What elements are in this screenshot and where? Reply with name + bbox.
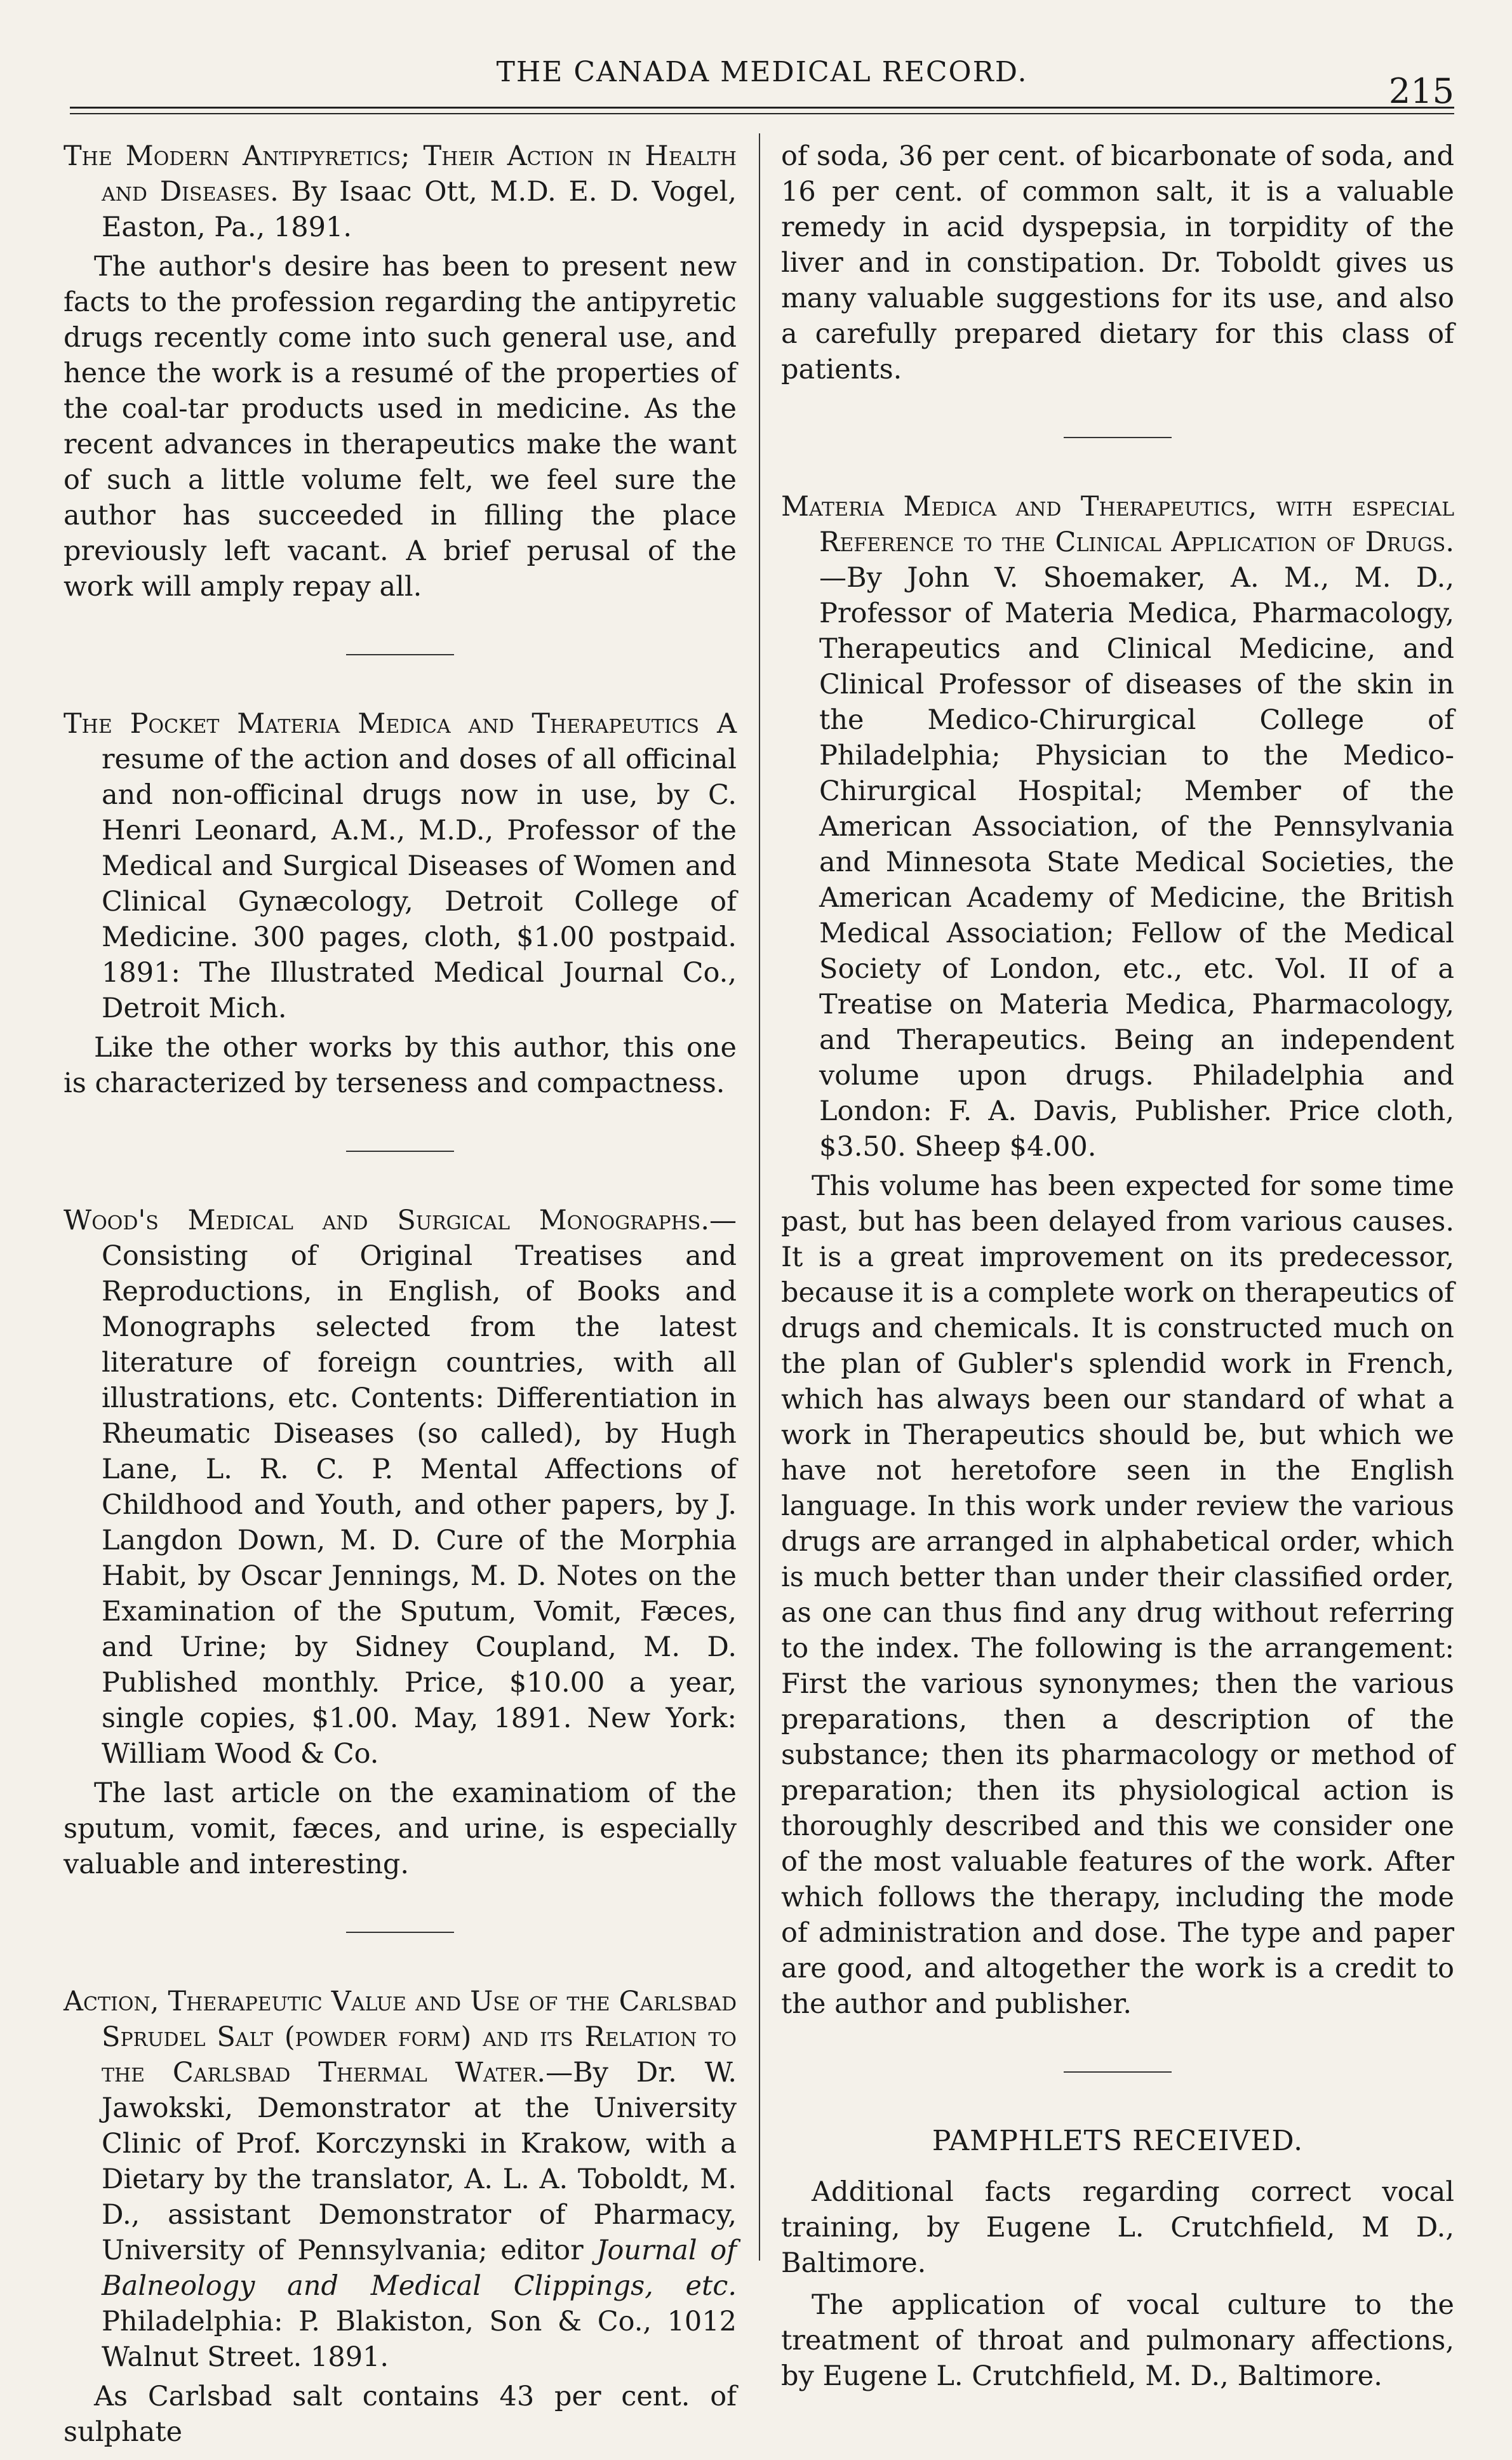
review-entry-carlsbad-salt	[64, 1984, 737, 2450]
review-body: The last article on the examinatiom of the sputum, vomit, fæces, and urine, is especially valuable and interesting.	[64, 1777, 737, 1880]
review-title: The Pocket Materia Medica and Therapeutics	[64, 708, 700, 740]
running-title: THE CANADA MEDICAL RECORD.	[496, 56, 1028, 88]
review-citation	[64, 706, 737, 1026]
review-citation	[64, 1984, 737, 2375]
review-body: Like the other works by this author, this one is characterized by terseness and compactness.	[64, 1032, 737, 1099]
review-title: Materia Medica and Therapeutics, with especial Reference to the Clinical Application of Drugs.	[781, 491, 1454, 558]
review-entry-pocket-materia-medica	[64, 706, 737, 1101]
review-citation	[64, 138, 737, 245]
pamphlets-heading: PAMPHLETS RECEIVED.	[932, 2125, 1304, 2157]
section-separator	[1064, 437, 1172, 438]
review-citation-details: —Consisting of Original Treatises and Reproductions, in English, of Books and Monographs selected from the latest literature of foreign countries, with all illustrations, etc. Contents: Differentiation in Rheumatic Diseases (so called), by Hugh Lane, L. R. C. P. Mental Affections of Childhood and Youth, and other papers, by J. Langdon Down, M. D. Cure of the Morphia Habit, by Oscar Jennings, M. D. Notes on the Examination of the Sputum, Vomit, Fæces, and Urine; by Sidney Coupland, M. D. Published monthly. Price, $10.00 a year, single copies, $1.00. May, 1891. New York: William Wood & Co.	[102, 1205, 737, 1770]
right-column	[781, 138, 1454, 2400]
page-header	[70, 25, 1454, 111]
section-separator	[1064, 2071, 1172, 2073]
review-entry-antipyretics	[64, 138, 737, 605]
section-separator	[346, 1151, 454, 1152]
review-citation-publisher: Philadelphia: P. Blakiston, Son & Co., 1012 Walnut Street. 1891.	[102, 2306, 737, 2373]
review-body: This volume has been expected for some time past, but has been delayed from various causes. It is a great improvement on its predecessor, because it is a complete work on therapeutics of drugs and chemicals. It is constructed much on the plan of Gubler's splendid work in French, which has always been our standard of what a work in Therapeutics should be, but which we have not heretofore seen in the English language. In this work under review the various drugs are arranged in alphabetical order, which is much better than under their classified order, as one can thus find any drug without referring to the index. The following is the arrangement: First the various synonymes; then the various preparations, then a description of the substance; then its pharmacology or method of preparation; then its physiological action is thoroughly described and this we consider one of the most valuable features of the work. After which follows the therapy, including the mode of administration and dose. The type and paper are good, and altogether the work is a credit to the author and publisher.	[781, 1170, 1454, 2020]
pamphlet-item: The application of vocal culture to the treatment of throat and pulmonary affections, by Eugene L. Crutchfield, M. D., Baltimore.	[781, 2289, 1454, 2392]
review-body-continuation: of soda, 36 per cent. of bicarbonate of soda, and 16 per cent. of common salt, it is a valuable remedy in acid dyspepsia, in torpidity of the liver and in constipation. Dr. Toboldt gives us many valuable suggestions for its use, and also a carefully prepared dietary for this class of patients.	[781, 140, 1454, 385]
review-title: Action, Therapeutic Value and Use of the Carlsbad Sprudel Salt (powder form) and its Relation to the Carlsbad Thermal Water.	[64, 1986, 737, 2089]
review-citation-details: —By Dr. W. Jawokski, Demonstrator at the University Clinic of Prof. Korczynski in Krakow, with a Dietary by the translator, A. L. A. Toboldt, M. D., assistant Demonstrator of Pharmacy, University of Pennsylvania; editor	[102, 2057, 737, 2266]
page-number: 215	[1388, 71, 1454, 111]
section-separator	[346, 1932, 454, 1933]
column-divider	[759, 133, 760, 2261]
section-separator	[346, 654, 454, 655]
left-column	[64, 138, 737, 2460]
review-entry-shoemaker-materia-medica	[781, 489, 1454, 2022]
review-citation	[781, 489, 1454, 1165]
review-body: The author's desire has been to present new facts to the profession regarding the antipyretic drugs recently come into such general use, and hence the work is a resumé of the properties of the coal-tar products used in medicine. As the recent advances in therapeutics make the want of such a little volume felt, we feel sure the author has succeeded in filling the place previously left vacant. A brief perusal of the work will amply repay all.	[64, 251, 737, 603]
review-citation-details: By Isaac Ott, M.D. E. D. Vogel, Easton, Pa., 1891.	[102, 176, 737, 243]
pamphlet-item: Additional facts regarding correct vocal training, by Eugene L. Crutchfield, M D., Baltimore.	[781, 2176, 1454, 2279]
review-citation-journal: Journal of Balneology and Medical Clippings, etc.	[102, 2235, 737, 2302]
review-citation	[64, 1203, 737, 1772]
review-title: The Modern Antipyretics; Their Action in Health and Diseases.	[64, 140, 737, 208]
review-entry-woods-monographs	[64, 1203, 737, 1882]
header-rule-secondary	[70, 113, 1454, 114]
review-title: Wood's Medical and Surgical Monographs.	[64, 1205, 709, 1236]
review-citation-details: A resume of the action and doses of all officinal and non-officinal drugs now in use, by C. Henri Leonard, A.M., M.D., Professor of the Medical and Surgical Diseases of Women and Clinical Gynæcology, Detroit College of Medicine. 300 pages, cloth, $1.00 postpaid. 1891: The Illustrated Medical Journal Co., Detroit Mich.	[102, 708, 737, 1024]
header-rule	[70, 107, 1454, 109]
review-body: As Carlsbad salt contains 43 per cent. of sulphate	[64, 2381, 737, 2448]
review-citation-details: —By John V. Shoemaker, A. M., M. D., Professor of Materia Medica, Pharmacology, Therapeutics and Clinical Medicine, and Clinical Professor of diseases of the skin in the Medico-Chirurgical College of Philadelphia; Physician to the Medico-Chirurgical Hospital; Member of the American Association, of the Pennsylvania and Minnesota State Medical Societies, the American Academy of Medicine, the British Medical Association; Fellow of the Medical Society of London, etc., etc. Vol. II of a Treatise on Materia Medica, Pharmacology, and Therapeutics. Being an independent volume upon drugs. Philadelphia and London: F. A. Davis, Publisher. Price cloth, $3.50. Sheep $4.00.	[819, 562, 1454, 1163]
